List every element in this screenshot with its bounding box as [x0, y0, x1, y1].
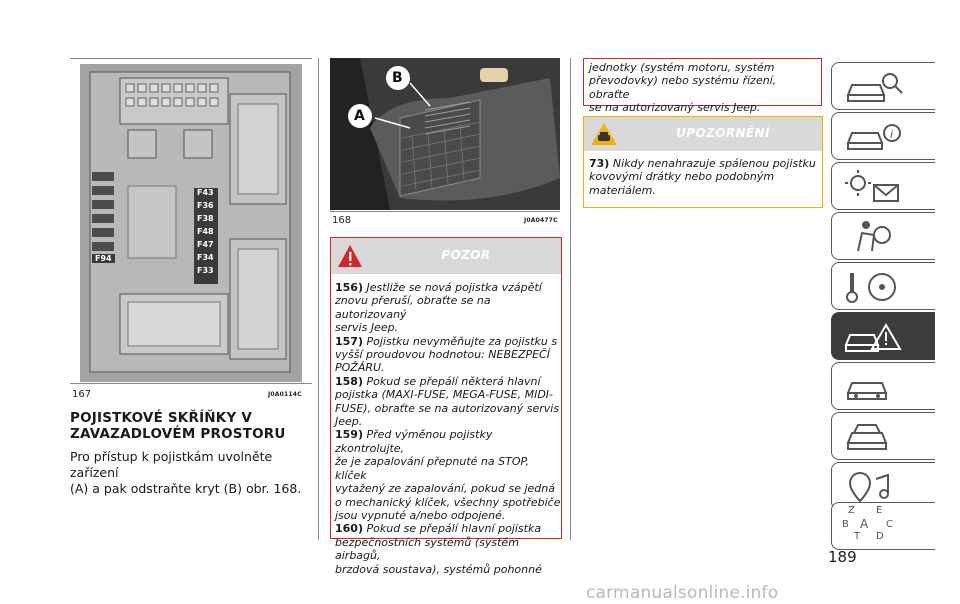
caution-heading: POZOR	[441, 248, 491, 262]
continuation-line: se na autorizovaný servis Jeep.	[589, 101, 761, 115]
note-line: pojistka (MAXI-FUSE, MEGA-FUSE, MIDI-	[335, 388, 554, 402]
warning-text-line: Nikdy nenahrazuje spálenou pojistku	[612, 157, 816, 170]
caution-header	[331, 238, 561, 274]
note-line	[335, 522, 561, 535]
note-160	[335, 522, 561, 576]
emergency-icon	[844, 319, 904, 355]
warning-line	[589, 157, 821, 170]
fuse-label-f48: F48	[197, 227, 214, 236]
page-number: 189	[828, 548, 857, 566]
label-b: B	[392, 70, 403, 86]
caution-notes	[335, 281, 561, 576]
note-number: 158)	[335, 374, 363, 388]
index-letter: E	[876, 505, 883, 516]
note-156	[335, 281, 561, 335]
note-line: servis Jeep.	[335, 321, 399, 335]
fuse-label-f43: F43	[197, 188, 214, 197]
figure-167-code: J0A0114C	[268, 391, 302, 398]
fuse-label-f38: F38	[197, 214, 214, 223]
fuse-label-f47: F47	[197, 240, 214, 249]
starting-driving-icon	[844, 269, 904, 305]
index-letter: C	[886, 519, 893, 530]
warning-line: kovovými drátky nebo podobným	[589, 170, 775, 184]
note-line: FUSE), obraťte se na autorizovaný servis	[335, 401, 560, 415]
trunk-cover-photo	[330, 58, 560, 210]
note-line: POŽÁRU.	[335, 361, 385, 375]
note-text: Pojistku nevyměňujte za pojistku s	[366, 334, 558, 348]
tab-airbag-safety[interactable]	[831, 212, 935, 260]
watermark: carmanualsonline.info	[586, 583, 779, 603]
note-line	[335, 375, 561, 388]
warning-header	[584, 117, 822, 151]
vehicle-knowledge-icon	[844, 69, 904, 105]
note-text: Jestliže se nová pojistka vzápětí	[366, 281, 542, 294]
warning-number: 73)	[589, 157, 610, 170]
column-divider-2	[570, 58, 571, 540]
tab-vehicle-knowledge[interactable]	[831, 62, 935, 110]
tab-emergency[interactable]	[831, 312, 935, 360]
caution-continuation-box	[583, 58, 822, 115]
warning-text	[589, 157, 821, 197]
fuse-label-f36: F36	[197, 201, 214, 210]
label-a: A	[354, 108, 365, 124]
tab-dashboard-info[interactable]	[831, 112, 935, 160]
tab-safety-lights[interactable]	[831, 162, 935, 210]
index-letter: A	[860, 517, 869, 531]
figure-168-code: J0A0477C	[524, 217, 558, 224]
note-line: Jeep.	[335, 415, 363, 429]
note-157	[335, 335, 561, 375]
section-title-line-2: ZAVAZADLOVÉM PROSTORU	[70, 426, 286, 442]
section-body-line-1: Pro přístup k pojistkám uvolněte zařízení	[70, 449, 273, 480]
figure-167-caption-rule	[70, 383, 312, 384]
column-divider-1	[318, 58, 319, 540]
section-title-line-1: POJISTKOVÉ SKŘÍŇKY V	[70, 410, 252, 426]
warning-heading: UPOZORNĚNÍ	[676, 126, 770, 140]
tab-index[interactable]	[831, 502, 935, 550]
note-line: o mechanický klíček, všechny spotřebiče	[335, 495, 561, 509]
safety-lights-icon	[844, 169, 904, 205]
warning-triangle-icon	[337, 244, 363, 268]
note-159	[335, 428, 561, 522]
tab-starting-driving[interactable]	[831, 262, 935, 310]
index-letter: Z	[848, 505, 855, 516]
note-line: vyšší proudovou hodnotou: NEBEZPEČÍ	[335, 348, 550, 362]
multimedia-icon	[844, 469, 904, 505]
index-letter: B	[842, 519, 849, 530]
note-text: Pokud se přepálí některá hlavní	[366, 374, 541, 388]
figure-168-number: 168	[332, 215, 352, 226]
index-letter: D	[876, 531, 884, 542]
svg-text:i: i	[890, 128, 894, 141]
section-title	[70, 410, 310, 442]
note-number: 160)	[335, 522, 363, 536]
continuation-line: převodovky) nebo systému řízení, obraťte	[589, 74, 777, 101]
note-text: Pokud se přepálí hlavní pojistka	[366, 522, 542, 536]
note-number: 157)	[335, 334, 363, 348]
note-line	[335, 335, 561, 348]
top-rule-col1	[70, 58, 312, 59]
fuse-label-f34: F34	[197, 253, 214, 262]
note-line: brzdová soustava), systémů pohonné	[335, 562, 542, 576]
note-text: Před výměnou pojistky zkontrolujte,	[335, 428, 493, 455]
caution-car-icon	[590, 122, 618, 146]
dashboard-info-icon	[844, 119, 904, 155]
index-letter: T	[854, 531, 861, 542]
trunk-cover-drawing	[330, 58, 560, 210]
note-158	[335, 375, 561, 429]
section-body	[70, 449, 315, 497]
continuation-line: jednotky (systém motoru, systém	[589, 61, 775, 74]
note-line: znovu přeruší, obraťte se na autorizovaný	[335, 294, 491, 321]
note-number: 159)	[335, 428, 363, 442]
tab-technical-data[interactable]	[831, 412, 935, 460]
figure-167-number: 167	[72, 389, 92, 400]
note-line: vytažený ze zapalování, pokud se jedná	[335, 482, 555, 496]
section-body-line-2: (A) a pak odstraňte kryt (B) obr. 168.	[70, 481, 302, 496]
fuse-label-f33: F33	[197, 266, 214, 275]
note-line	[335, 428, 561, 455]
warning-box	[583, 116, 823, 208]
caution-box	[330, 237, 562, 576]
caution-continuation-text	[589, 61, 819, 115]
fuse-label-f94: F94	[92, 254, 115, 263]
note-line: jsou vypnuté a/nebo odpojené.	[335, 508, 506, 522]
tab-servicing[interactable]	[831, 362, 935, 410]
figure-168-caption-rule	[330, 211, 560, 212]
technical-data-icon	[844, 419, 904, 455]
note-number: 156)	[335, 281, 363, 294]
fuse-box-diagram	[80, 64, 302, 382]
warning-line: materiálem.	[589, 183, 656, 197]
airbag-safety-icon	[844, 219, 904, 255]
note-line	[335, 281, 561, 294]
fuse-box-drawing	[80, 64, 302, 382]
note-line: že je zapalování přepnuté na STOP, klíček	[335, 455, 530, 482]
note-line: bezpečnostních systémů (systém airbagů,	[335, 535, 519, 563]
servicing-car-icon	[844, 369, 904, 405]
